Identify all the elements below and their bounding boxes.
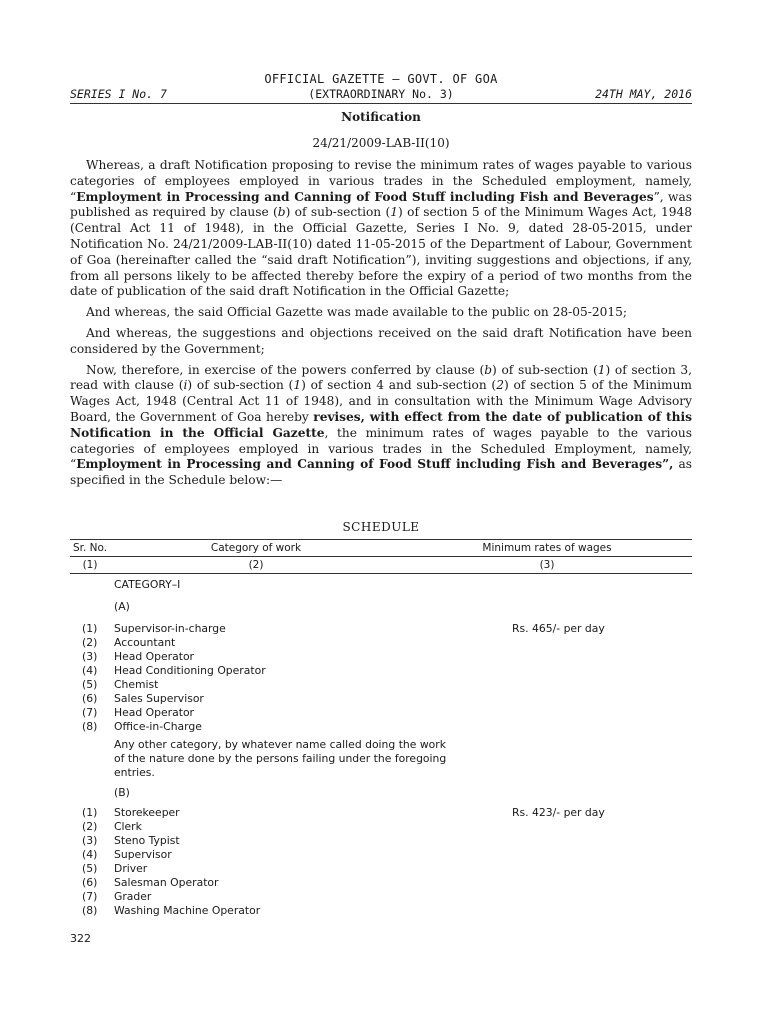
paragraph-whereas: Whereas, a draft Notification proposing to revise the minimum rates of wages payable to various categories of employees employed in various trades in the Scheduled employment, namely, “Employment in Processing and Canning of Food Stuff including Fish and Beverages”, was published as required by clause (b) of sub-section (1) of section 5 of the Minimum Wages Act, 1948 (Central Act 11 of 1948), in the Official Gazette, Series I No. 9, dated 28-05-2015, under Notification No. 24/21/2009-LAB-II(10) dated 11-05-2015 of the Department of Labour, Government of Goa (hereinafter called the “said draft Notification”), inviting suggestions and objections, if any, from all persons likely to be affected thereby before the expiry of a period of two months from the date of publication of the said draft Notification in the Official Gazette; <box>70 158 693 299</box>
list-item: (8) Washing Machine Operator <box>82 904 261 917</box>
schedule-title: SCHEDULE <box>342 520 420 534</box>
wage-rate-a: Rs. 465/- per day <box>512 622 605 635</box>
extraordinary-number: (EXTRAORDINARY No. 3) <box>308 87 454 101</box>
notification-body <box>70 158 692 494</box>
col-number-3: (3) <box>539 559 555 571</box>
list-item: (4) Head Conditioning Operator <box>82 664 266 677</box>
gazette-header <box>70 72 692 101</box>
gazette-title: OFFICIAL GAZETTE — GOVT. OF GOA <box>264 72 498 86</box>
gazette-subheader <box>70 87 692 101</box>
group-a-note: Any other category, by whatever name called doing the work of the nature done by the persons failing under the foregoing entries. <box>114 738 447 779</box>
paragraph-and-whereas-2: And whereas, the suggestions and objections received on the said draft Notification have been considered by the Government; <box>70 325 692 356</box>
list-item: (5) Driver <box>82 862 148 875</box>
schedule-body <box>70 578 692 918</box>
notification-title: Notification <box>341 110 421 124</box>
schedule-table-header <box>70 539 692 574</box>
notification-number: 24/21/2009-LAB-II(10) <box>312 136 450 150</box>
col-header-rates: Minimum rates of wages <box>482 542 612 554</box>
category-heading: CATEGORY–I <box>114 578 181 591</box>
column-headers <box>70 540 692 556</box>
paragraph-and-whereas-1: And whereas, the said Official Gazette was made available to the public on 28-05-2015; <box>86 305 628 320</box>
list-item: (6) Salesman Operator <box>82 876 219 889</box>
col-number-2: (2) <box>248 559 264 571</box>
group-a-label: (A) <box>114 600 130 613</box>
list-item: (8) Office-in-Charge <box>82 720 202 733</box>
list-item: (2) Accountant <box>82 636 176 649</box>
list-item: (6) Sales Supervisor <box>82 692 204 705</box>
list-item: (7) Grader <box>82 890 152 903</box>
list-item: (1) Supervisor-in-charge Rs. 465/- per day <box>82 622 605 635</box>
col-number-1: (1) <box>82 559 98 571</box>
series-number: SERIES I No. 7 <box>70 87 167 101</box>
header-divider <box>70 103 692 104</box>
list-item: (4) Supervisor <box>82 848 172 861</box>
paragraph-now-therefore: Now, therefore, in exercise of the powers conferred by clause (b) of sub-section (1) of section 3, read with clause (i) of sub-section (1) of section 4 and sub-section (2) of section 5 of the Minimum Wages Act, 1948 (Central Act 11 of 1948), and in consultation with the Minimum Wage Advisory Board, the Government of Goa hereby revises, with effect from the date of publication of this Notification in the Official Gazette, the minimum rates of wages payable to the various categories of employees employed in various trades in the Scheduled Employment, namely, “Employment in Processing and Canning of Food Stuff including Fish and Beverages”, as specified in the Schedule below:— <box>70 362 693 488</box>
table-rule-bottom <box>70 573 692 574</box>
list-item: (1) Storekeeper Rs. 423/- per day <box>82 806 605 819</box>
list-item: (3) Head Operator <box>82 650 194 663</box>
list-item: (3) Steno Typist <box>82 834 180 847</box>
list-item: (7) Head Operator <box>82 706 194 719</box>
page-number: 322 <box>70 932 91 945</box>
issue-date: 24TH MAY, 2016 <box>595 87 692 101</box>
wage-rate-b: Rs. 423/- per day <box>512 806 605 819</box>
group-b-label: (B) <box>114 786 130 799</box>
list-item: (5) Chemist <box>82 678 159 691</box>
col-header-sr-no: Sr. No. <box>72 542 108 554</box>
col-header-category: Category of work <box>210 542 302 554</box>
column-numbers <box>70 557 692 573</box>
list-item: (2) Clerk <box>82 820 142 833</box>
